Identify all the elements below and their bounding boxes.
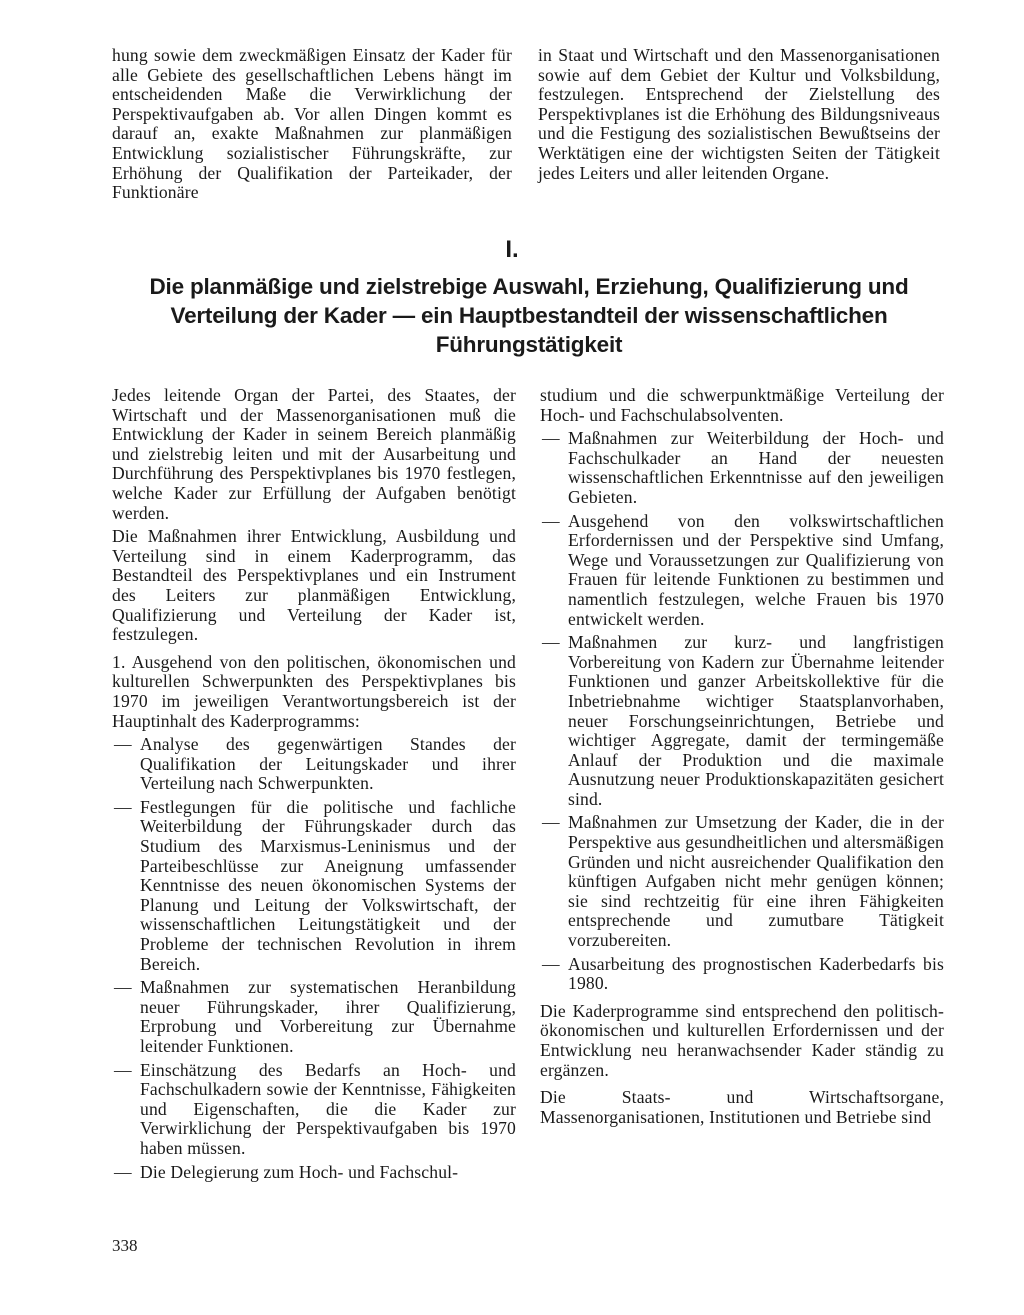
list-item-text: Analyse des gegenwärtigen Standes der Qualifikation der Leitungskader und ihrer Verteilung nach Schwerpunkten. <box>140 734 516 794</box>
list-item <box>112 1061 516 1159</box>
page-number: 338 <box>112 1236 138 1255</box>
dash-bullet: — <box>114 1161 132 1182</box>
intro-paragraph-right: in Staat und Wirtschaft und den Massenorganisationen sowie auf dem Gebiet der Kultur und Volksbildung, festzulegen. Entsprechend der Zielstellung des Perspektivplanes ist die Erhöhung des Bildungsniveaus und die Festigung des sozialistischen Bewußtseins der Werktätigen eine der wichtigsten Seiten der Tätigkeit jedes Leiters und aller leitenden Organe. <box>538 45 940 183</box>
body-right-column <box>540 386 944 1127</box>
dash-bullet: — <box>114 977 132 998</box>
list-item-text: Ausgehend von den volkswirtschaftlichen Erfordernissen und der Perspektive sind Umfang, Wege und Voraussetzungen zur Qualifizierung von Frauen für leitende Funktionen zu bestimmen und namentlich festzulegen, welche Frauen bis 1970 entwickelt werden. <box>568 510 944 629</box>
paragraph: 1. Ausgehend von den politischen, ökonomischen und kulturellen Schwerpunkten des Perspektivplanes bis 1970 im jeweiligen Verantwortungsbereich ist der Hauptinhalt des Kaderprogramms: <box>112 651 516 731</box>
list-item <box>112 798 516 974</box>
paragraph: Die Maßnahmen ihrer Entwicklung, Ausbildung und Verteilung sind in einem Kaderprogramm, das Bestandteil des Perspektivplanes und ein Instrument des Leiters zur planmäßigen Entwicklung, Qualifizierung und Verteilung der Kader ist, festzulegen. <box>112 526 516 645</box>
dash-bullet: — <box>542 510 560 531</box>
list-item <box>540 813 944 950</box>
paragraph: Die Staats- und Wirtschaftsorgane, Massenorganisationen, Institutionen und Betriebe sind <box>540 1087 944 1127</box>
section-heading: Die planmäßige und zielstrebige Auswahl, Erziehung, Qualifizierung und Verteilung der Kader — ein Hauptbestandteil der wissenschaftlichen Führungstätigkeit <box>149 274 909 357</box>
list-item <box>112 1163 516 1183</box>
list-item-text: Einschätzung des Bedarfs an Hoch- und Fachschulkadern sowie der Kenntnisse, Fähigkeiten und Eigenschaften, die die Kader zur Verwirklichung der Perspektivaufgaben bis 1970 haben müssen. <box>140 1059 516 1158</box>
intro-left-column <box>112 46 512 203</box>
paragraph: Die Kaderprogramme sind entsprechend den politisch-ökonomischen und kulturellen Erfordernissen und der Entwicklung neu heranwachsender Kader ständig zu ergänzen. <box>540 1000 944 1080</box>
list-item <box>112 978 516 1056</box>
paragraph: studium und die schwerpunktmäßige Verteilung der Hoch- und Fachschulabsolventen. <box>540 385 944 425</box>
list-item-text: Maßnahmen zur systematischen Heranbildung neuer Führungskader, ihrer Qualifizierung, Erprobung und Vorbereitung zur Übernahme leitender Funktionen. <box>140 977 516 1056</box>
section-number: I. <box>505 236 519 263</box>
bullet-list <box>540 429 944 994</box>
list-item-text: Maßnahmen zur kurz- und langfristigen Vorbereitung von Kadern zur Übernahme leitender Funktionen und ganzer Arbeitskollektive für die Inbetriebnahme wichtiger Staatsplanvorhaben, neuer Forschungseinrichtungen, Betriebe und wichtiger Aggregate, damit der termingemäße Anlauf der Produktion und die maximale Ausnutzung neuer Produktionskapazitäten gesichert sind. <box>568 632 944 809</box>
dash-bullet: — <box>114 796 132 817</box>
list-item-text: Ausarbeitung des prognostischen Kaderbedarfs bis 1980. <box>568 953 944 994</box>
list-item-text: Maßnahmen zur Weiterbildung der Hoch- und Fachschulkader an Hand der neuesten wissenschaftlichen Erkenntnisse auf den jeweiligen Gebieten. <box>568 428 944 507</box>
dash-bullet: — <box>542 632 560 653</box>
list-item <box>540 512 944 630</box>
intro-right-column <box>538 46 940 183</box>
dash-bullet: — <box>114 1059 132 1080</box>
list-item <box>540 429 944 507</box>
list-item-text: Die Delegierung zum Hoch- und Fachschul- <box>140 1161 459 1182</box>
intro-paragraph-left: hung sowie dem zweckmäßigen Einsatz der Kader für alle Gebiete des gesellschaftlichen Lebens hängt im entscheidenden Maße die Verwirklichung der Perspektivaufgaben ab. Vor allen Dingen kommt es darauf an, exakte Maßnahmen zur planmäßigen Entwicklung sozialistischer Führungskräfte, zur Erhöhung der Qualifikation der Parteikader, der Funktionäre <box>112 45 512 203</box>
paragraph: Jedes leitende Organ der Partei, des Staates, der Wirtschaft und der Massenorganisationen muß die Entwicklung der Kader in seinem Bereich planmäßig und zielstrebig leiten und mit der Ausarbeitung und Durchführung des Perspektivplanes bis 1970 festlegen, welche Kader zur Erfüllung der Aufgaben benötigt werden. <box>112 385 516 523</box>
list-item <box>540 633 944 809</box>
list-item <box>112 735 516 794</box>
dash-bullet: — <box>114 734 132 755</box>
list-item-text: Maßnahmen zur Umsetzung der Kader, die in der Perspektive aus gesundheitlichen und altersmäßigen Gründen und nicht ausreichender Qualifikation den künftigen Aufgaben nicht mehr genügen können; sie sind rechtzeitig für eine ihren Fähigkeiten entsprechende und zumutbare Tätigkeit vorzubereiten. <box>568 812 944 951</box>
dash-bullet: — <box>542 428 560 449</box>
bullet-list <box>112 735 516 1182</box>
body-left-column <box>112 386 516 1182</box>
dash-bullet: — <box>542 812 560 833</box>
list-item <box>540 955 944 994</box>
list-item-text: Festlegungen für die politische und fachliche Weiterbildung der Führungskader durch das Studium des Marxismus-Leninismus und der Parteibeschlüsse zur Aneignung umfassender Kenntnisse des neuen ökonomischen Systems der Planung und Leitung der Volkswirtschaft, der wissenschaftlichen Leitungstätigkeit und der Probleme der technischen Revolution in ihrem Bereich. <box>140 796 516 974</box>
dash-bullet: — <box>542 953 560 974</box>
